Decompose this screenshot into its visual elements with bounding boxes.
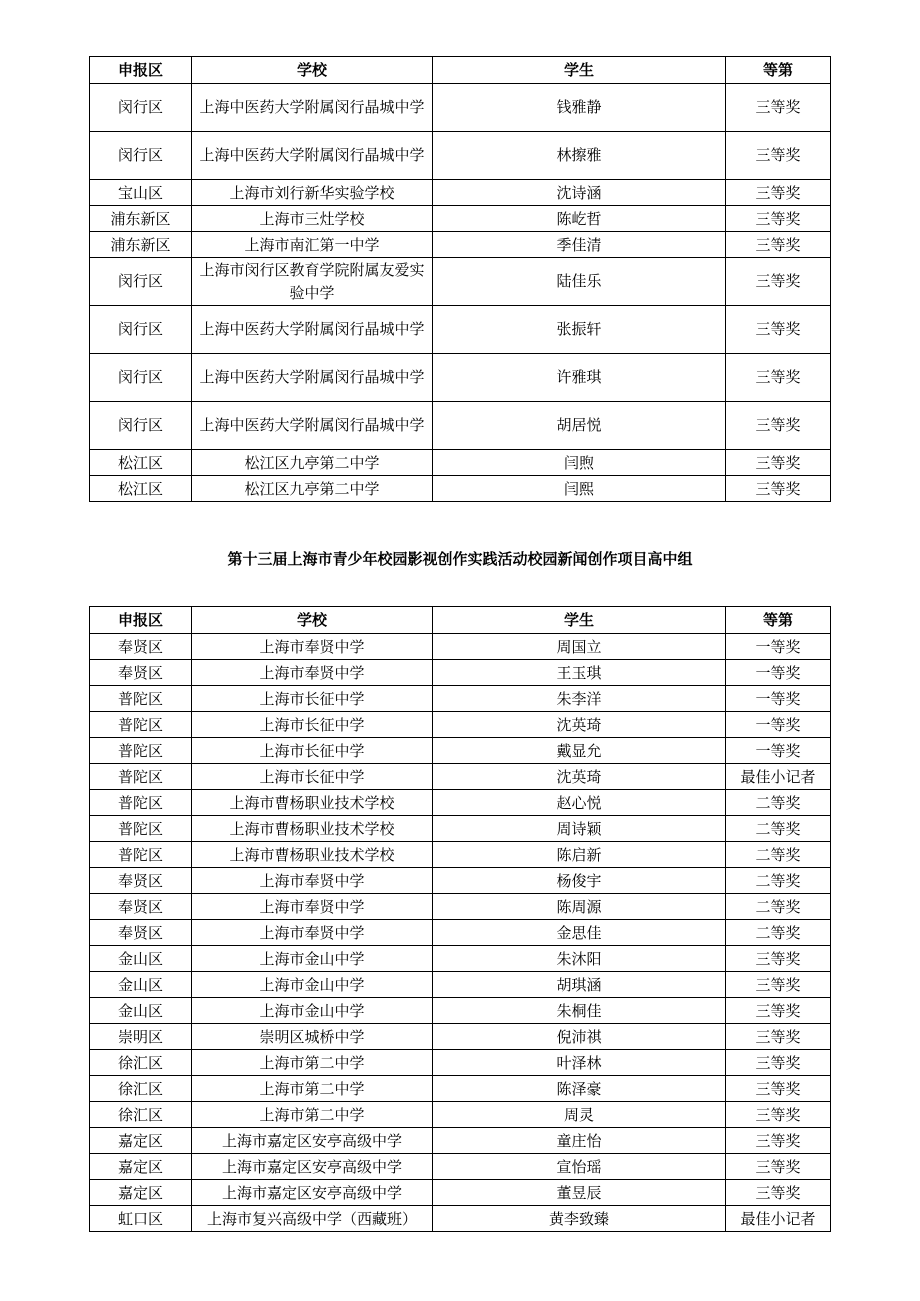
cell-district: 浦东新区: [90, 232, 192, 258]
cell-award: 二等奖: [726, 894, 831, 920]
table-row: [90, 660, 831, 686]
table-row: [90, 972, 831, 998]
cell-school: 上海市第二中学: [192, 1050, 433, 1076]
table-row: [90, 790, 831, 816]
cell-award: 一等奖: [726, 660, 831, 686]
cell-school: 上海市奉贤中学: [192, 660, 433, 686]
cell-district: 闵行区: [90, 258, 192, 306]
header-school: 学校: [192, 607, 433, 634]
cell-student: 周灵: [433, 1102, 726, 1128]
cell-district: 奉贤区: [90, 868, 192, 894]
cell-award: 一等奖: [726, 712, 831, 738]
cell-district: 嘉定区: [90, 1154, 192, 1180]
cell-school: 松江区九亭第二中学: [192, 476, 433, 502]
table-row: [90, 686, 831, 712]
cell-school: 上海市金山中学: [192, 998, 433, 1024]
table-row: [90, 738, 831, 764]
cell-student: 周诗颖: [433, 816, 726, 842]
cell-award: 最佳小记者: [726, 764, 831, 790]
cell-student: 周国立: [433, 634, 726, 660]
cell-district: 奉贤区: [90, 660, 192, 686]
table-row: [90, 206, 831, 232]
table-row: [90, 1154, 831, 1180]
table-row: [90, 764, 831, 790]
table-row: [90, 1076, 831, 1102]
table-row: [90, 920, 831, 946]
cell-school: 上海市嘉定区安亭高级中学: [192, 1154, 433, 1180]
cell-district: 嘉定区: [90, 1180, 192, 1206]
cell-student: 胡居悦: [433, 402, 726, 450]
cell-school: 上海市金山中学: [192, 946, 433, 972]
cell-district: 徐汇区: [90, 1076, 192, 1102]
cell-student: 赵心悦: [433, 790, 726, 816]
cell-district: 闵行区: [90, 402, 192, 450]
cell-award: 二等奖: [726, 920, 831, 946]
cell-school: 上海市嘉定区安亭高级中学: [192, 1180, 433, 1206]
cell-student: 沈英琦: [433, 712, 726, 738]
table-row: [90, 402, 831, 450]
cell-school: 上海市长征中学: [192, 764, 433, 790]
cell-district: 松江区: [90, 450, 192, 476]
cell-district: 金山区: [90, 946, 192, 972]
cell-award: 三等奖: [726, 476, 831, 502]
table-row: [90, 450, 831, 476]
cell-student: 钱雅静: [433, 84, 726, 132]
cell-district: 普陀区: [90, 790, 192, 816]
table-row: [90, 180, 831, 206]
cell-award: 三等奖: [726, 1050, 831, 1076]
cell-student: 王玉琪: [433, 660, 726, 686]
table-row: [90, 894, 831, 920]
cell-award: 三等奖: [726, 1128, 831, 1154]
cell-school: 上海市嘉定区安亭高级中学: [192, 1128, 433, 1154]
cell-award: 一等奖: [726, 634, 831, 660]
table-row: [90, 1206, 831, 1232]
cell-award: 三等奖: [726, 1102, 831, 1128]
cell-award: 三等奖: [726, 232, 831, 258]
cell-award: 三等奖: [726, 450, 831, 476]
cell-student: 童庄怡: [433, 1128, 726, 1154]
cell-student: 季佳清: [433, 232, 726, 258]
cell-district: 闵行区: [90, 354, 192, 402]
cell-school: 上海市南汇第一中学: [192, 232, 433, 258]
cell-award: 三等奖: [726, 972, 831, 998]
cell-award: 一等奖: [726, 738, 831, 764]
cell-district: 奉贤区: [90, 920, 192, 946]
cell-student: 陆佳乐: [433, 258, 726, 306]
table-header-row: [90, 607, 831, 634]
cell-school: 上海市刘行新华实验学校: [192, 180, 433, 206]
cell-school: 上海市长征中学: [192, 686, 433, 712]
cell-school: 上海市三灶学校: [192, 206, 433, 232]
cell-district: 崇明区: [90, 1024, 192, 1050]
cell-district: 闵行区: [90, 306, 192, 354]
cell-school: 上海市金山中学: [192, 972, 433, 998]
cell-award: 三等奖: [726, 354, 831, 402]
cell-student: 金思佳: [433, 920, 726, 946]
cell-student: 陈泽豪: [433, 1076, 726, 1102]
header-student: 学生: [433, 57, 726, 84]
cell-student: 闫熙: [433, 476, 726, 502]
cell-district: 闵行区: [90, 132, 192, 180]
cell-student: 董昱辰: [433, 1180, 726, 1206]
header-district: 申报区: [90, 607, 192, 634]
cell-award: 三等奖: [726, 1180, 831, 1206]
cell-district: 普陀区: [90, 738, 192, 764]
cell-award: 三等奖: [726, 998, 831, 1024]
cell-award: 三等奖: [726, 180, 831, 206]
table-row: [90, 258, 831, 306]
header-award: 等第: [726, 607, 831, 634]
table-row: [90, 1180, 831, 1206]
table-row: [90, 84, 831, 132]
cell-school: 上海中医药大学附属闵行晶城中学: [192, 84, 433, 132]
cell-school: 崇明区城桥中学: [192, 1024, 433, 1050]
cell-student: 张振轩: [433, 306, 726, 354]
cell-school: 上海市长征中学: [192, 738, 433, 764]
cell-student: 朱沐阳: [433, 946, 726, 972]
cell-district: 松江区: [90, 476, 192, 502]
award-table-1: [89, 56, 831, 502]
cell-student: 戴显允: [433, 738, 726, 764]
cell-award: 三等奖: [726, 402, 831, 450]
cell-district: 闵行区: [90, 84, 192, 132]
cell-district: 普陀区: [90, 764, 192, 790]
cell-award: 三等奖: [726, 1154, 831, 1180]
header-district: 申报区: [90, 57, 192, 84]
header-award: 等第: [726, 57, 831, 84]
cell-student: 陈屹哲: [433, 206, 726, 232]
cell-district: 金山区: [90, 972, 192, 998]
cell-award: 三等奖: [726, 258, 831, 306]
cell-student: 沈诗涵: [433, 180, 726, 206]
cell-district: 宝山区: [90, 180, 192, 206]
cell-school: 上海市奉贤中学: [192, 920, 433, 946]
cell-student: 朱李洋: [433, 686, 726, 712]
cell-award: 最佳小记者: [726, 1206, 831, 1232]
cell-student: 黄李致臻: [433, 1206, 726, 1232]
table-row: [90, 1024, 831, 1050]
cell-district: 徐汇区: [90, 1102, 192, 1128]
cell-district: 普陀区: [90, 816, 192, 842]
cell-student: 沈英琦: [433, 764, 726, 790]
cell-district: 普陀区: [90, 712, 192, 738]
cell-school: 松江区九亭第二中学: [192, 450, 433, 476]
cell-award: 二等奖: [726, 816, 831, 842]
cell-school: 上海市曹杨职业技术学校: [192, 790, 433, 816]
cell-student: 闫煦: [433, 450, 726, 476]
table-row: [90, 132, 831, 180]
cell-school: 上海市奉贤中学: [192, 894, 433, 920]
cell-student: 杨俊宇: [433, 868, 726, 894]
cell-award: 二等奖: [726, 790, 831, 816]
cell-award: 三等奖: [726, 1076, 831, 1102]
cell-school: 上海中医药大学附属闵行晶城中学: [192, 306, 433, 354]
cell-district: 徐汇区: [90, 1050, 192, 1076]
cell-school: 上海市第二中学: [192, 1076, 433, 1102]
cell-award: 三等奖: [726, 132, 831, 180]
cell-award: 三等奖: [726, 946, 831, 972]
section-title: 第十三届上海市青少年校园影视创作实践活动校园新闻创作项目高中组: [227, 550, 693, 568]
cell-district: 虹口区: [90, 1206, 192, 1232]
cell-student: 许雅琪: [433, 354, 726, 402]
cell-district: 奉贤区: [90, 634, 192, 660]
table-row: [90, 1128, 831, 1154]
cell-student: 朱桐佳: [433, 998, 726, 1024]
cell-school: 上海市奉贤中学: [192, 868, 433, 894]
table-row: [90, 946, 831, 972]
table-row: [90, 842, 831, 868]
table-row: [90, 306, 831, 354]
cell-school: 上海中医药大学附属闵行晶城中学: [192, 132, 433, 180]
table-row: [90, 868, 831, 894]
table-row: [90, 232, 831, 258]
cell-district: 嘉定区: [90, 1128, 192, 1154]
cell-award: 三等奖: [726, 306, 831, 354]
table-row: [90, 1050, 831, 1076]
cell-award: 一等奖: [726, 686, 831, 712]
table-row: [90, 998, 831, 1024]
cell-school: 上海中医药大学附属闵行晶城中学: [192, 354, 433, 402]
cell-school: 上海市复兴高级中学（西藏班）: [192, 1206, 433, 1232]
table-row: [90, 1102, 831, 1128]
cell-student: 林擦雅: [433, 132, 726, 180]
table-row: [90, 634, 831, 660]
cell-district: 奉贤区: [90, 894, 192, 920]
header-student: 学生: [433, 607, 726, 634]
cell-award: 二等奖: [726, 868, 831, 894]
cell-award: 二等奖: [726, 842, 831, 868]
cell-award: 三等奖: [726, 1024, 831, 1050]
cell-district: 普陀区: [90, 686, 192, 712]
table-header-row: [90, 57, 831, 84]
cell-school: 上海市长征中学: [192, 712, 433, 738]
cell-award: 三等奖: [726, 206, 831, 232]
cell-school: 上海市第二中学: [192, 1102, 433, 1128]
cell-student: 宣怡瑶: [433, 1154, 726, 1180]
cell-school: 上海市闵行区教育学院附属友爱实验中学: [192, 258, 433, 306]
cell-school: 上海市曹杨职业技术学校: [192, 816, 433, 842]
table-row: [90, 816, 831, 842]
cell-district: 普陀区: [90, 842, 192, 868]
cell-award: 三等奖: [726, 84, 831, 132]
cell-student: 陈周源: [433, 894, 726, 920]
header-school: 学校: [192, 57, 433, 84]
cell-student: 胡琪涵: [433, 972, 726, 998]
table-row: [90, 354, 831, 402]
cell-student: 陈启新: [433, 842, 726, 868]
cell-district: 金山区: [90, 998, 192, 1024]
cell-school: 上海市奉贤中学: [192, 634, 433, 660]
table-row: [90, 712, 831, 738]
cell-district: 浦东新区: [90, 206, 192, 232]
cell-student: 叶泽林: [433, 1050, 726, 1076]
cell-school: 上海市曹杨职业技术学校: [192, 842, 433, 868]
cell-school: 上海中医药大学附属闵行晶城中学: [192, 402, 433, 450]
table-row: [90, 476, 831, 502]
award-table-2: [89, 606, 831, 1232]
cell-student: 倪沛祺: [433, 1024, 726, 1050]
